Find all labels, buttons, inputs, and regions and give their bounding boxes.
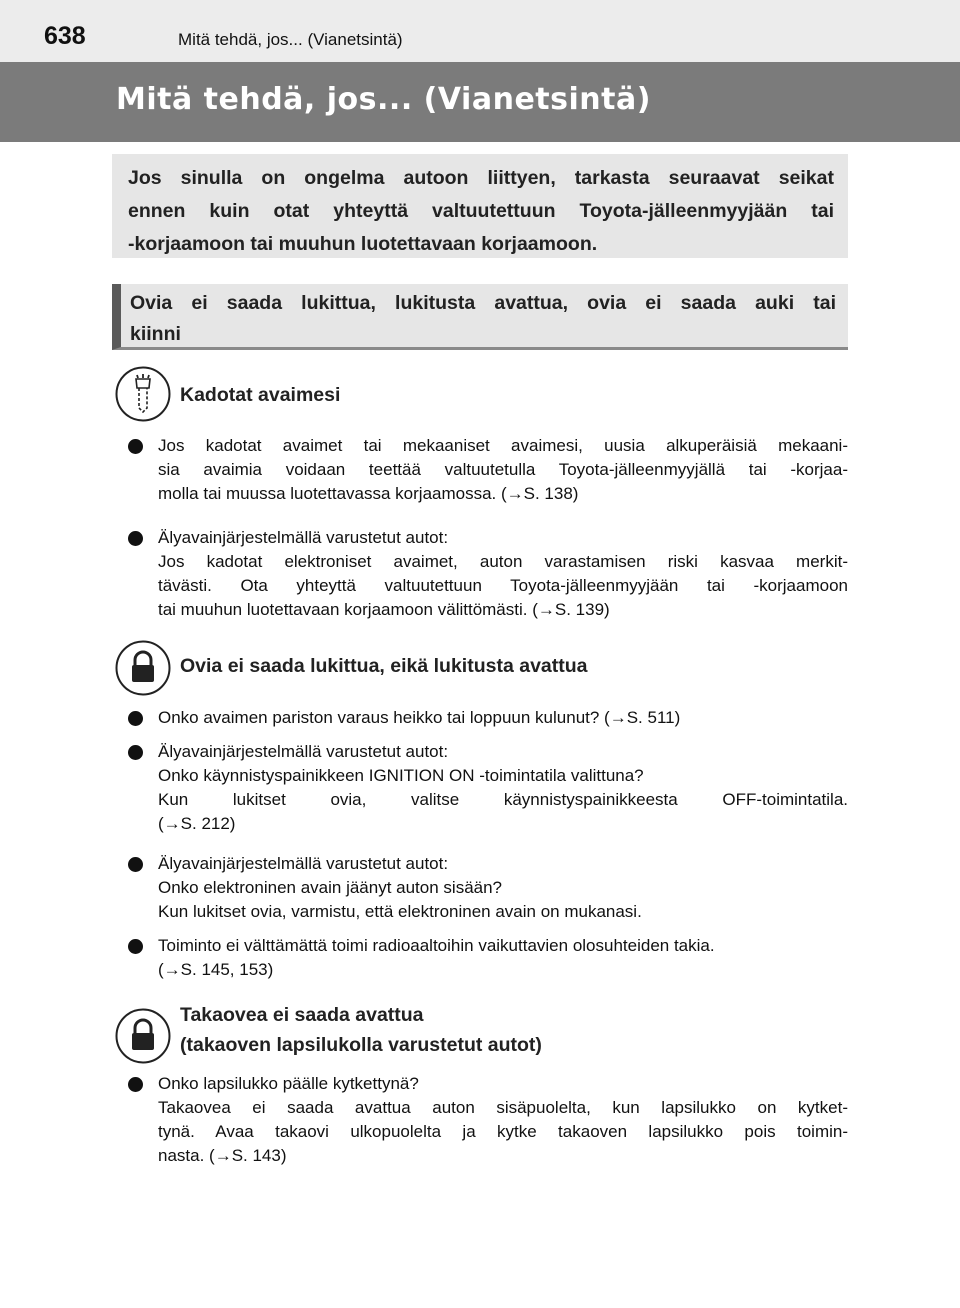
key-icon bbox=[115, 366, 171, 422]
bullet-dot bbox=[128, 939, 143, 954]
bullet-dot bbox=[128, 439, 143, 454]
bullet-dot bbox=[128, 711, 143, 726]
bullet-dot bbox=[128, 745, 143, 760]
list-item: Onko avaimen pariston varaus heikko tai loppuun kulunut? (→S. 511) bbox=[128, 706, 848, 730]
list-item: Älyavainjärjestelmällä varustetut autot: Jos kadotat elektroniset avaimet, auton varastamisen riski kasvaa merkit- tävästi. Ota yhteyttä valtuutettuun Toyota-jälleenmyyjään tai -korjaamoon tai muuhun luotettavaan korjaamoon välittömästi. (→S. 139) bbox=[128, 526, 848, 622]
page-title: Mitä tehdä, jos... (Vianetsintä) bbox=[116, 82, 651, 117]
list-item: Älyavainjärjestelmällä varustetut autot: Onko käynnistyspainikkeen IGNITION ON -toimintatila valittuna? Kun lukitset ovia, valitse käynnistyspainikkeesta OFF-toimintatila. (→S. 212) bbox=[128, 740, 848, 836]
page-number: 638 bbox=[44, 22, 86, 50]
section-heading-box bbox=[112, 284, 848, 350]
subsection-heading: Takaovea ei saada avattua (takaoven lapsilukolla varustetut autot) bbox=[180, 1004, 542, 1056]
bullet-dot bbox=[128, 857, 143, 872]
intro-line: ennen kuin otat yhteyttä valtuutettuun Toyota-jälleenmyyjään tai bbox=[128, 200, 834, 222]
intro-line: Jos sinulla on ongelma autoon liittyen, tarkasta seuraavat seikat bbox=[128, 167, 834, 189]
subsection-heading: Ovia ei saada lukittua, eikä lukitusta avattua bbox=[180, 655, 588, 677]
list-item: Jos kadotat avaimet tai mekaaniset avaimesi, uusia alkuperäisiä mekaani- sia avaimia voidaan teettää valtuutetulla Toyota-jälleenmyyjällä tai -korjaa- molla tai muussa luotettavassa korjaamossa. (→S. 138) bbox=[128, 434, 848, 506]
subsection-heading: Kadotat avaimesi bbox=[180, 384, 341, 406]
section-heading-line: Ovia ei saada lukittua, lukitusta avattua, ovia ei saada auki tai bbox=[130, 292, 836, 314]
lock-icon bbox=[115, 1008, 171, 1064]
list-item: Toiminto ei välttämättä toimi radioaaltoihin vaikuttavien olosuhteiden takia. (→S. 145, 153) bbox=[128, 934, 848, 982]
title-band bbox=[0, 62, 960, 142]
intro-box bbox=[112, 154, 848, 258]
running-title: Mitä tehdä, jos... (Vianetsintä) bbox=[178, 30, 403, 49]
lock-icon bbox=[115, 640, 171, 696]
running-header bbox=[0, 0, 960, 62]
list-item: Onko lapsilukko päälle kytkettynä? Takaovea ei saada avattua auton sisäpuolelta, kun lapsilukko on kytket- tynä. Avaa takaovi ulkopuolelta ja kytke takaoven lapsilukko pois toimin- nasta. (→S. 143) bbox=[128, 1072, 848, 1168]
section-heading-line: kiinni bbox=[130, 323, 181, 345]
intro-line: -korjaamoon tai muuhun luotettavaan korjaamoon. bbox=[128, 233, 598, 255]
bullet-dot bbox=[128, 1077, 143, 1092]
list-item: Älyavainjärjestelmällä varustetut autot: Onko elektroninen avain jäänyt auton sisään? Kun lukitset ovia, varmistu, että elektroninen avain on mukanasi. bbox=[128, 852, 848, 924]
bullet-dot bbox=[128, 531, 143, 546]
